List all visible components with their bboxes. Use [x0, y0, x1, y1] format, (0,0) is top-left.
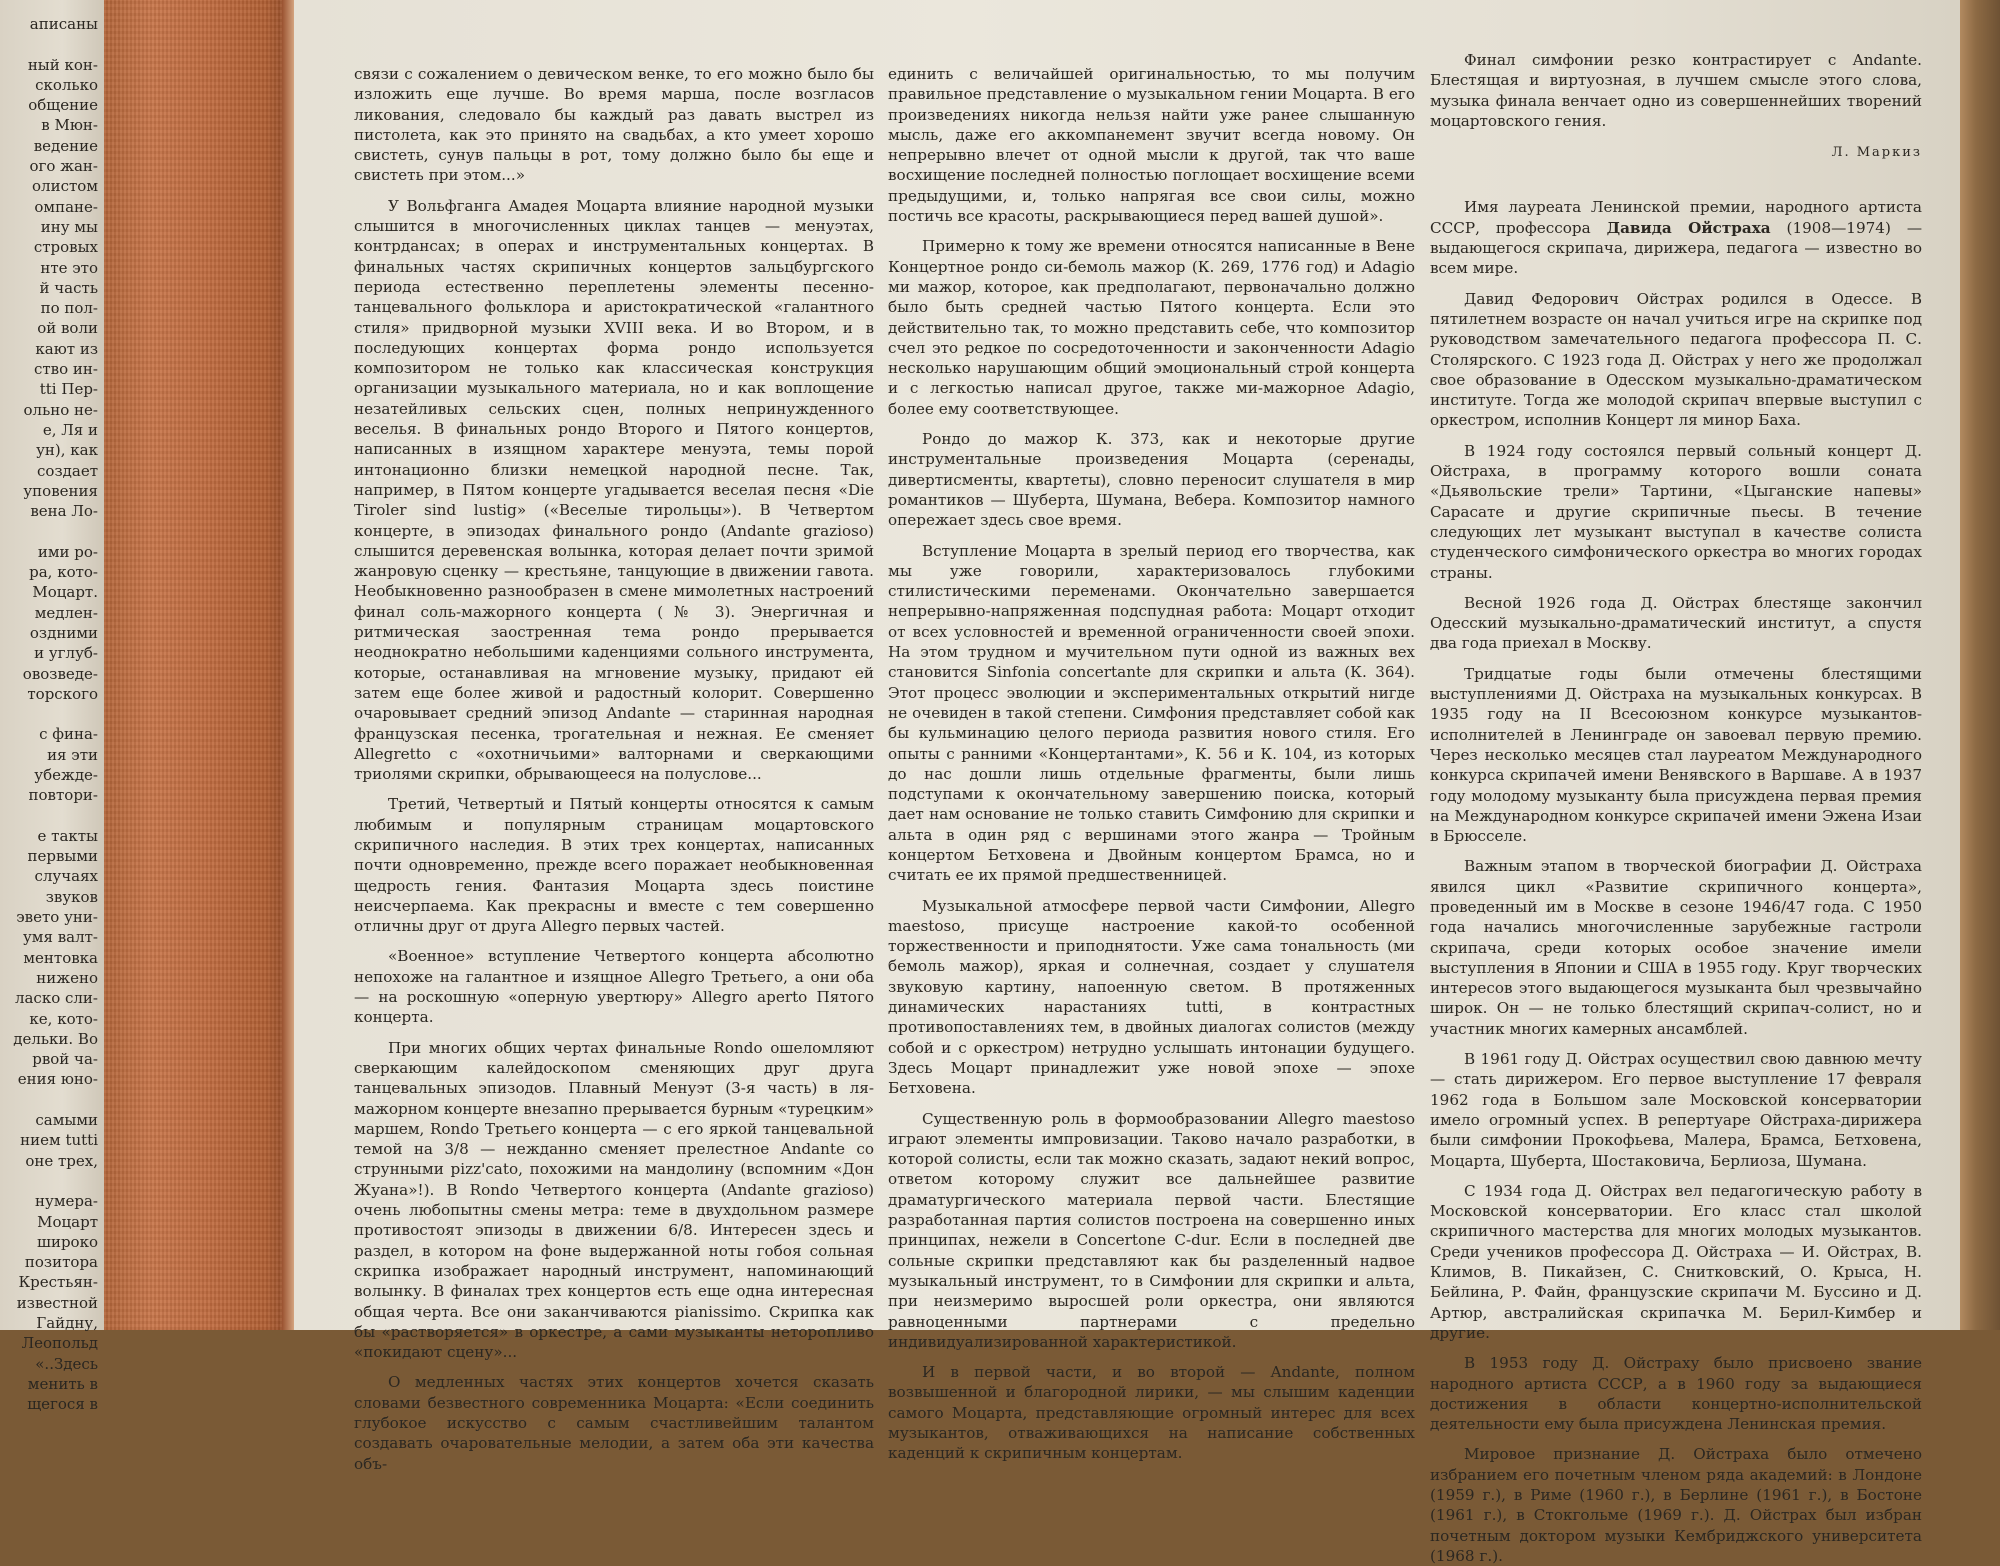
cropped-text-line: в Мюн-	[41, 116, 98, 135]
cropped-text-line: первыми	[27, 847, 98, 866]
cropped-text-line	[3, 34, 98, 54]
cropped-text-line	[3, 806, 98, 826]
cropped-text-line: ого жан-	[29, 157, 98, 176]
cropped-text-line: оне трех,	[25, 1151, 98, 1170]
cropped-text-line	[3, 1171, 98, 1191]
cropped-text-line: ство ин-	[33, 360, 98, 379]
cropped-text-line: е такты	[37, 826, 98, 845]
cropped-text-line: нте это	[40, 258, 98, 277]
cropped-text-line: случаях	[34, 867, 98, 886]
cropped-text-line: эвето уни-	[16, 908, 98, 927]
cropped-text-line: ения юно-	[17, 1070, 98, 1089]
cropped-text-line: повтори-	[28, 786, 98, 805]
paragraph: Существенную роль в формообразовании Allegro maestoso играют элементы импровизации. Таково начало разработки, в которой солисты, если так можно сказать, задают некий вопрос, ответом которому служит все дальнейшее развитие драматургического материала первой части. Блестящие разработанная партия солистов построена на совершенно иных принципах, нежели в Concertone C-dur. Если в последней две сольные скрипки представляют как бы разделенный надвое музыкальный инструмент, то в Симфонии для скрипки и альта, при неизмеримо выросшей роли оркестра, они являются равноценными партнерами с предельно индивидуализированной характеристикой.	[888, 1109, 1415, 1351]
cropped-text-line: Гайдну,	[36, 1314, 98, 1332]
cropped-text-line: дельки. Во	[13, 1029, 98, 1048]
cropped-text-line: торского	[27, 684, 98, 703]
cropped-text-line: уповения	[23, 481, 98, 500]
cropped-text-line: ментовка	[23, 948, 98, 967]
cropped-text-line: по пол-	[40, 299, 98, 318]
cropped-text-line: аписаны	[29, 15, 98, 33]
cropped-text-line: Моцарт	[37, 1212, 98, 1231]
cropped-text-line: общение	[28, 96, 98, 115]
cropped-text-line: ун), как	[36, 441, 98, 460]
cropped-text-line: ия эти	[47, 745, 98, 764]
cropped-text-line: ный кон-	[27, 55, 98, 74]
paragraph: У Вольфганга Амадея Моцарта влияние народной музыки слышится в многочисленных циклах танцев — менуэтах, контрдансах; в операх и инструментальных концертах. В финальных частях скрипичных концертов зальцбургского периода естественно переплетены элементы песенно-танцевального фольклора и аристократической «галантного стиля» придворной музыки XVIII века. И во Втором, и в последующих концертах форма рондо используется композитором не только как классическая конструкция организации музыкального материала, но и как воплощение незатейливых сельских сцен, полных непринужденного веселья. В финальных рондо Второго и Пятого концертов, написанных в изящном характере менуэта, темы порой интонационно близки немецкой народной песне. Так, например, в Пятом концерте угадывается веселая песня «Die Tiroler sind lustig» («Веселые тирольцы»). В Четвертом концерте, в эпизодах финального рондо (Andante grazioso) слышится деревенская волынка, которая делает почти зримой жанровую сценку — крестьяне, танцующие в движении гавота. Необыкновенно разнообразен в смене мимолетных настроений финал соль-мажорного концерта (№ 3). Энергичная и ритмическая заостренная тема рондо прерывается неоднократно небольшими каденциями сольного инструмента, которые, останавливая на мгновение музыку, придают ей затем еще более живой и радостный колорит. Совершенно очаровывает средний эпизод Andante — старинная народная французская песенка, трогательная и нежная. Ее сменяет Allegretto с «охотничьими» валторнами и сверкающими триолями скрипки, обрывающееся на полуслове...	[354, 196, 874, 784]
paragraph: «Военное» вступление Четвертого концерта абсолютно непохоже на галантное и изящное Allegro Третьего, а они оба — на роскошную «оперную увертюру» Allegro aperto Пятого концерта.	[354, 947, 874, 1027]
cropped-text-line: позитора	[24, 1253, 98, 1272]
left-page-text-column	[3, 14, 98, 1414]
biography-paragraph: Мировое признание Д. Ойстраха было отмечено избранием его почетным членом ряда академий: в Лондоне (1959 г.), в Риме (1960 г.), в Берлине (1961 г.), в Бостоне (1961 г.), в Стокгольме (1969 г.). Д. Ойстрах был избран почетным доктором музыки Кембриджского университета (1968 г.).	[1430, 1445, 1922, 1565]
sleeve-edge	[1960, 0, 2000, 1330]
cropped-text-line: Моцарт.	[32, 583, 98, 602]
cloth-spine	[104, 0, 294, 1330]
paragraph: Рондо до мажор К. 373, как и некоторые другие инструментальные произведения Моцарта (серенады, дивертисменты, квартеты), словно переносит слушателя в мир романтиков — Шуберта, Шумана, Вебера. Композитор намного опережает здесь свое время.	[888, 430, 1415, 530]
cropped-text-line	[3, 1090, 98, 1110]
cropped-text-line: е, Ля и	[42, 420, 98, 439]
cropped-text-line: «..Здесь	[35, 1354, 98, 1373]
cropped-text-line: умя валт-	[22, 928, 98, 947]
paragraph: единить с величайшей оригинальностью, то мы получим правильное представление о музыкальном гении Моцарта. В его произведениях никогда нельзя найти уже ранее слышанную мысль, даже его аккомпанемент звучит всегда новому. Он непрерывно влечет от одной мысли к другой, так что ваше восхищение последней полностью поглощает восхищение всеми предыдущими, и, только напрягая все свои силы, можно постичь все красоты, раскрывающиеся перед вашей душой».	[888, 65, 1415, 226]
biography-paragraph: В 1953 году Д. Ойстраху было присвоено звание народного артиста СССР, а в 1960 году за выдающиеся достижения в области концертно-исполнительской деятельности ему была присуждена Ленинская премия.	[1430, 1354, 1922, 1434]
text-column-3	[1430, 50, 1922, 1566]
paragraph: Третий, Четвертый и Пятый концерты относятся к самым любимым и популярным страницам моцартовского скрипичного наследия. В этих трех концертах, написанных почти одновременно, прежде всего поражает необыкновенная щедрость гения. Фантазия Моцарта здесь поистине неисчерпаема. Как прекрасны и вместе с тем совершенно отличны друг от друга Allegro первых частей.	[354, 795, 874, 936]
cropped-text-line: Крестьян-	[18, 1273, 98, 1292]
cropped-text-line	[3, 704, 98, 724]
cropped-text-line: ке, кото-	[29, 1009, 98, 1028]
cropped-text-line: сколько	[35, 75, 98, 94]
cropped-text-line: оздними	[29, 623, 98, 642]
author-signature: Л. Маркиз	[1831, 145, 1922, 161]
cropped-text-line: стровых	[33, 238, 98, 257]
cropped-text-line: омпане-	[34, 197, 98, 216]
cropped-text-line	[3, 521, 98, 541]
biography-paragraph: В 1924 году состоялся первый сольный концерт Д. Ойстраха, в программу которого вошли соната «Дьявольские трели» Тартини, «Цыганские напевы» Сарасате и другие скрипичные пьесы. В течение следующих лет музыкант выступал в качестве солиста студенческого симфонического оркестра во многих городах страны.	[1430, 441, 1922, 582]
cropped-text-line: менить в	[27, 1374, 98, 1393]
biography-paragraph: Давид Федорович Ойстрах родился в Одессе. В пятилетнем возрасте он начал учиться игре на скрипке под руководством замечательного педагога профессора П. С. Столярского. С 1923 года Д. Ойстрах у него же продолжал свое образование в Одесском музыкально-драматическом институте. Тогда же молодой скрипач впервые выступил с оркестром, исполнив Концерт ля минор Баха.	[1430, 289, 1922, 430]
left-page-fragment	[0, 0, 104, 1414]
cropped-text-line: нижено	[36, 968, 98, 987]
cropped-text-line: широко	[37, 1232, 98, 1251]
cropped-text-line: с фина-	[39, 725, 98, 744]
cropped-text-line: ину мы	[40, 217, 98, 236]
oistrakh-name: Давида Ойстраха	[1606, 218, 1771, 237]
cropped-text-line: олистом	[32, 177, 98, 196]
paragraph: Примерно к тому же времени относятся написанные в Вене Концертное рондо си-бемоль мажор (К. 269, 1776 год) и Adagio ми мажор, которое, как предполагают, первоначально должно было быть средней частью Пятого концерта. Если это действительно так, то можно представить себе, что композитор счел это редкое по сосредоточенности и законченности Adagio несколько нарушающим общий эмоциональный строй концерта и с легкостью написал другое, также ми-мажорное Adagio, более ему соответствующее.	[888, 237, 1415, 418]
cropped-text-line: известной	[16, 1293, 98, 1312]
cropped-text-line: вена Ло-	[30, 502, 98, 521]
cropped-text-line: кают из	[35, 339, 98, 358]
cropped-text-line: Леопольд	[21, 1334, 98, 1353]
paragraph: Музыкальной атмосфере первой части Симфонии, Allegro maestoso, присуще настроение какой-то особенной торжественности и приподнятости. Уже сама тональность (ми бемоль мажор), яркая и солнечная, создает у слушателя звуковую картину, напоенную светом. В протяженных динамических нарастаниях tutti, в контрастных противопоставлениях тем, в двойных диалогах солистов (между собой и с оркестром) нетрудно услышать интонации будущего. Здесь Моцарт принадлежит уже новой эпохе — эпохе Бетховена.	[888, 896, 1415, 1098]
text-column-1	[354, 64, 874, 1474]
biography-paragraphs	[1430, 289, 1922, 1566]
paragraph: связи с сожалением о девическом венке, то его можно было бы изложить еще лучше. Во время марша, после возгласов ликования, следовало бы каждый раз давать выстрел из пистолета, как это принято на свадьбах, а кто умеет хорошо свистеть, сунув пальцы в рот, тому должно было бы еще и свистеть при этом...»	[354, 65, 874, 185]
cropped-text-line: ведение	[33, 136, 98, 155]
oistrakh-intro-paragraph	[1430, 197, 1922, 278]
intro-text-after: (1908—1974) — выдающегося скрипача, дирижера, педагога — известно во всем мире.	[1430, 218, 1923, 278]
biography-paragraph: Весной 1926 года Д. Ойстрах блестяще закончил Одесский музыкально-драматический институт, а спустя два года приехал в Москву.	[1430, 593, 1922, 653]
cropped-text-line: и углуб-	[34, 644, 98, 663]
text-column-2	[888, 64, 1415, 1464]
cropped-text-line: создает	[37, 461, 98, 480]
main-text-page	[294, 0, 1960, 1565]
cropped-text-line: ласко сли-	[14, 989, 98, 1008]
cropped-text-line: ра, кото-	[29, 563, 98, 582]
cropped-text-line: нием tutti	[20, 1131, 98, 1150]
cropped-text-line: ими ро-	[37, 542, 98, 561]
spine-fold	[282, 0, 294, 1330]
paragraph: И в первой части, и во второй — Andante, полном возвышенной и благородной лирики, — мы слышим каденции самого Моцарта, представляющие огромный интерес для всех музыкантов, отваживающихся на написание собственных каденций к скрипичным концертам.	[888, 1363, 1415, 1463]
biography-paragraph: С 1934 года Д. Ойстрах вел педагогическую работу в Московской консерватории. Его класс стал школой скрипичного мастерства для многих молодых музыкантов. Среди учеников профессора Д. Ойстраха — И. Ойстрах, В. Климов, В. Пикайзен, С. Снитковский, О. Крыса, Н. Бейлина, Р. Файн, французские скрипачи М. Буссино и Д. Артюр, австралийская скрипачка М. Берил-Кимбер и другие.	[1430, 1181, 1922, 1342]
cropped-text-line: ой воли	[37, 319, 98, 338]
cropped-text-line: убежде-	[34, 765, 98, 784]
paragraph: При многих общих чертах финальные Rondo ошеломляют сверкающим калейдоскопом сменяющих друг друга танцевальных эпизодов. Плавный Менуэт (3-я часть) в ля-мажорном концерте внезапно прерывается бурным «турецким» маршем, Rondo Третьего концерта — с его яркой танцевальной темой на 3/8 — нежданно сменяет прелестное Andante со струнными pizz'cato, похожими на мандолину (вспомним «Дон Жуана»!). В Rondo Четвертого концерта (Andante grazioso) очень любопытны смены метра: теме в двухдольном размере противостоят эпизоды в движении 6/8. Интересен здесь и раздел, в котором на фоне выдержанной ноты гобоя сольная скрипка изображает народный инструмент, напоминающий волынку. В финалах трех концертов есть еще одна интересная общая черта. Все они заканчиваются pianissimo. Скрипка как бы «растворяется» в оркестре, а сами музыканты неторопливо «покидают сцену»...	[354, 1038, 874, 1362]
cropped-text-line: tti Пер-	[39, 380, 98, 399]
paragraph: Вступление Моцарта в зрелый период его творчества, как мы уже говорили, характеризовалось глубокими стилистическими переменами. Окончательно завершается непрерывно-напряженная подспудная работа: Моцарт отходит от всех условностей и временной ограниченности своей эпохи. На этом трудном и мучительном пути одной из важных вех становится Sinfonia concertante для скрипки и альта (К. 364). Этот процесс эволюции и экспериментальных открытий нигде не очевиден в такой степени. Симфония представляет собой как бы кульминацию целого периода развития нового стиля. Его опыты с ранними «Концертантами», К. 56 и К. 104, из которых до нас дошли лишь отдельные фрагменты, были лишь подступами к окончательному завершению поиска, который дает нам основание не только ставить Симфонию для скрипки и альта в один ряд с вершинами этого жанра — Тройным концертом Бетховена и Двойным концертом Брамса, но и считать ее их прямой предшественницей.	[888, 541, 1415, 885]
biography-paragraph: Тридцатые годы были отмечены блестящими выступлениями Д. Ойстраха на музыкальных конкурсах. В 1935 году на II Всесоюзном конкурсе музыкантов-исполнителей в Ленинграде он завоевал первую премию. Через несколько месяцев стал лауреатом Международного конкурса скрипачей имени Венявского в Варшаве. А в 1937 году молодому музыканту была присуждена первая премия на Международном конкурсе скрипачей имени Эжена Изаи в Брюсселе.	[1430, 664, 1922, 846]
finale-paragraph: Финал симфонии резко контрастирует с Andante. Блестящая и виртуозная, в лучшем смысле этого слова, музыка финала венчает одно из совершеннейших творений моцартовского гения.	[1430, 51, 1922, 130]
intro-text-before: Имя лауреата Ленинской премии, народного артиста СССР, профессора	[1430, 198, 1922, 237]
cropped-text-line: й часть	[39, 278, 98, 297]
cropped-text-line: щегося в	[27, 1395, 98, 1414]
paragraph: О медленных частях этих концертов хочется сказать словами безвестного современника Моцарта: «Если соединить глубокое искусство с самым счастливейшим талантом создавать очаровательные мелодии, а затем оба эти качества объ-	[354, 1373, 874, 1473]
cropped-text-line: медлен-	[34, 603, 98, 622]
cropped-text-line: ольно не-	[23, 400, 98, 419]
cropped-text-line: рвой ча-	[32, 1050, 98, 1069]
cropped-text-line: овозведе-	[22, 664, 98, 683]
biography-paragraph: Важным этапом в творческой биографии Д. Ойстраха явился цикл «Развитие скрипичного концерта», проведенный им в Москве в сезоне 1946/47 года. С 1950 года начались многочисленные зарубежные гастроли скрипача, среди которых особое значение имели выступления в Японии и США в 1955 году. Круг творческих интересов этого выдающегося музыканта был чрезвычайно широк. Он — не только блестящий скрипач-солист, но и участник многих камерных ансамблей.	[1430, 857, 1922, 1038]
biography-paragraph: В 1961 году Д. Ойстрах осуществил свою давнюю мечту — стать дирижером. Его первое выступление 17 февраля 1962 года в Большом зале Московской консерватории имело огромный успех. В репертуаре Ойстраха-дирижера были симфонии Прокофьева, Малера, Брамса, Бетховена, Моцарта, Шуберта, Шостаковича, Берлиоза, Шумана.	[1430, 1050, 1922, 1170]
cropped-text-line: самыми	[35, 1111, 98, 1130]
cropped-text-line: нумера-	[35, 1192, 98, 1211]
cropped-text-line: звуков	[45, 887, 98, 906]
